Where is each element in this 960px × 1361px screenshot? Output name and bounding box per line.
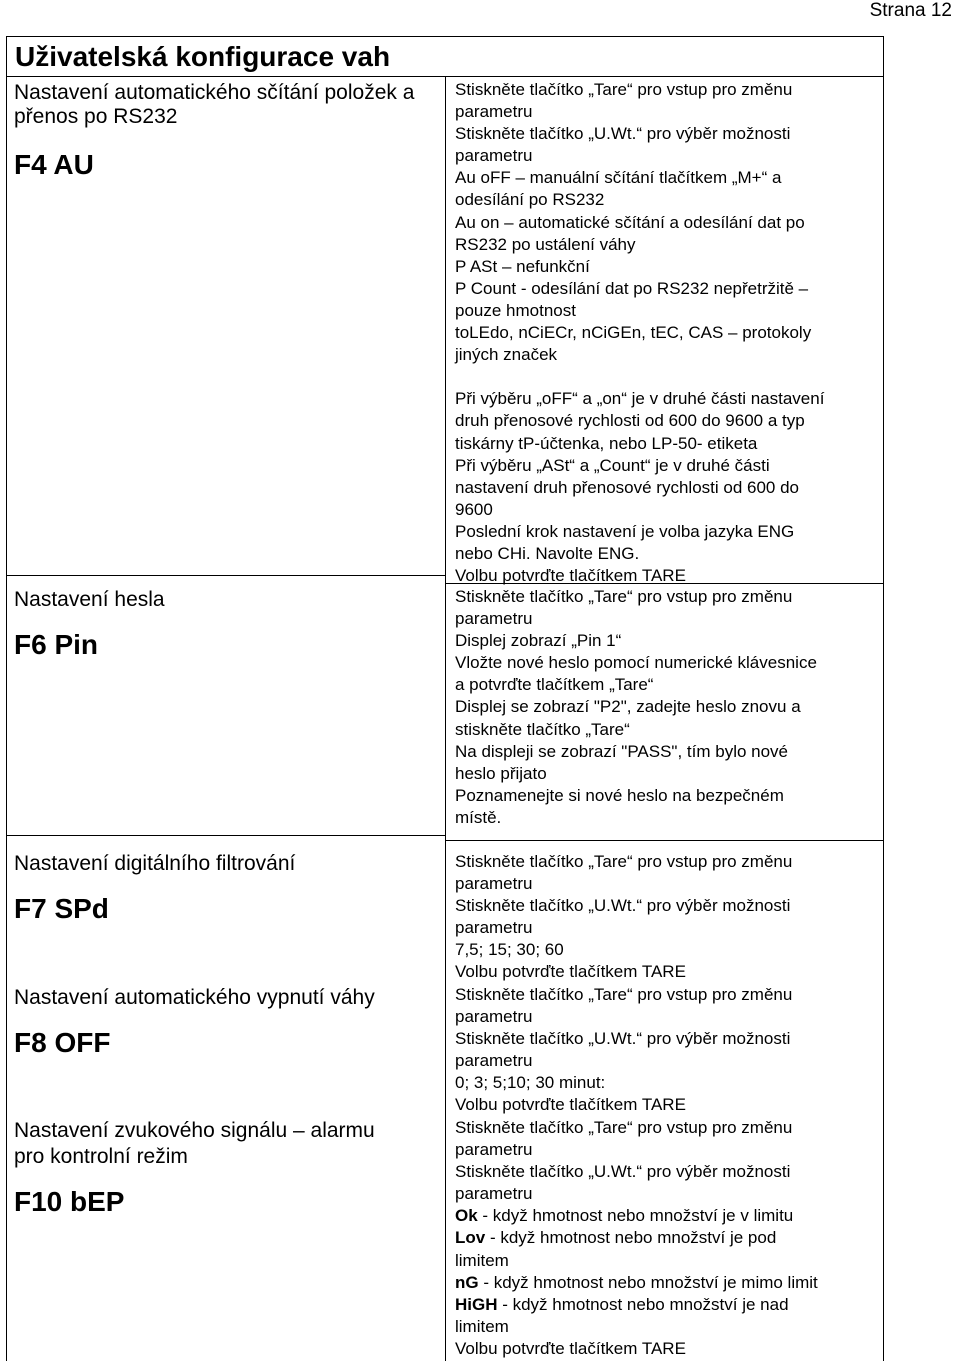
description-line: parametru bbox=[455, 146, 533, 166]
alarm-option-key: nG bbox=[455, 1272, 479, 1292]
description-line: Volbu potvrďte tlačítkem TARE bbox=[455, 566, 686, 586]
f4-description bbox=[455, 79, 880, 587]
alarm-option-line bbox=[455, 1250, 880, 1272]
f7-label: Nastavení digitálního filtrování bbox=[14, 852, 296, 875]
description-line: místě. bbox=[455, 807, 502, 827]
description-line: 0; 3; 5;10; 30 minut: bbox=[455, 1073, 606, 1093]
description-line: Stiskněte tlačítko „U.Wt.“ pro výběr možnosti bbox=[455, 1162, 791, 1182]
f6-row-divider bbox=[7, 835, 445, 836]
description-line: Volbu potvrďte tlačítkem TARE bbox=[455, 962, 686, 982]
alarm-option-line bbox=[455, 1227, 880, 1249]
f10-label-line1: Nastavení zvukového signálu – alarmu bbox=[14, 1119, 375, 1142]
description-line: Stiskněte tlačítko „U.Wt.“ pro výběr možnosti bbox=[455, 1029, 791, 1049]
description-line: toLEdo, nCiECr, nCiGEn, tEC, CAS – protokoly bbox=[455, 323, 812, 343]
description-line: Stiskněte tlačítko „Tare“ pro vstup pro změnu bbox=[455, 852, 793, 871]
f6-description bbox=[455, 586, 880, 829]
f4-row-divider bbox=[7, 575, 445, 576]
description-line: nebo CHi. Navolte ENG. bbox=[455, 543, 640, 563]
page-number: Strana 12 bbox=[869, 0, 952, 21]
description-line: odesílání po RS232 bbox=[455, 190, 605, 210]
alarm-option-key: Lov bbox=[455, 1228, 486, 1248]
f10-description bbox=[455, 1117, 880, 1360]
description-line: parametru bbox=[455, 1184, 533, 1204]
description-line: P ASt – nefunkční bbox=[455, 256, 590, 276]
description-line: Stiskněte tlačítko „U.Wt.“ pro výběr možnosti bbox=[455, 124, 791, 144]
alarm-option-text: limitem bbox=[455, 1250, 509, 1270]
description-line: Au on – automatické sčítání a odesílání dat po bbox=[455, 212, 805, 232]
f4-right-divider bbox=[445, 583, 883, 584]
alarm-option-line bbox=[455, 1272, 880, 1294]
description-line: jiných značek bbox=[455, 345, 558, 365]
description-line: a potvrďte tlačítkem „Tare“ bbox=[455, 675, 654, 695]
page-title: Uživatelská konfigurace vah bbox=[15, 41, 391, 72]
f4-label-cell bbox=[14, 81, 434, 182]
f10-code: F10 bEP bbox=[14, 1186, 125, 1217]
description-line: 9600 bbox=[455, 499, 493, 519]
description-line: Na displeji se zobrazí "PASS", tím bylo nové bbox=[455, 741, 789, 761]
alarm-option-text: - když hmotnost nebo množství je mimo limit bbox=[478, 1272, 818, 1292]
alarm-option-text: limitem bbox=[455, 1316, 509, 1336]
f4-label: Nastavení automatického sčítání položek a přenos po RS232 bbox=[14, 81, 415, 128]
f6-label: Nastavení hesla bbox=[14, 588, 165, 611]
description-line: parametru bbox=[455, 1007, 533, 1027]
description-line: heslo přijato bbox=[455, 763, 547, 783]
f6-code: F6 Pin bbox=[14, 629, 99, 660]
description-line: Poslední krok nastavení je volba jazyka ENG bbox=[455, 521, 795, 541]
alarm-option-line bbox=[455, 1316, 880, 1338]
description-line: parametru bbox=[455, 609, 533, 629]
description-line: stiskněte tlačítko „Tare“ bbox=[455, 719, 630, 739]
f7-code: F7 SPd bbox=[14, 893, 109, 924]
alarm-option-text: - když hmotnost nebo množství je nad bbox=[497, 1294, 789, 1314]
description-line: P Count - odesílání dat po RS232 nepřetržitě – bbox=[455, 278, 809, 298]
description-line: Displej se zobrazí "P2", zadejte heslo znovu a bbox=[455, 697, 801, 717]
description-line: 7,5; 15; 30; 60 bbox=[455, 940, 564, 960]
description-line: nastavení druh přenosové rychlosti od 600 do bbox=[455, 477, 800, 497]
description-line: RS232 po ustálení váhy bbox=[455, 234, 636, 254]
description-line: Při výběru „ASt“ a „Count“ je v druhé části bbox=[455, 455, 770, 475]
f10-label-cell bbox=[14, 1119, 434, 1219]
description-line: Vložte nové heslo pomocí numerické klávesnice bbox=[455, 653, 817, 673]
description-line bbox=[455, 366, 880, 388]
description-line: Volbu potvrďte tlačítkem TARE bbox=[455, 1095, 686, 1115]
f10-label-line2: pro kontrolní režim bbox=[14, 1145, 188, 1168]
alarm-option-line bbox=[455, 1205, 880, 1227]
f8-label: Nastavení automatického vypnutí váhy bbox=[14, 986, 375, 1009]
description-line: parametru bbox=[455, 1140, 533, 1160]
column-divider bbox=[445, 76, 446, 1361]
config-table bbox=[6, 36, 884, 1361]
description-line: Stiskněte tlačítko „U.Wt.“ pro výběr možnosti bbox=[455, 896, 791, 916]
description-line: Stiskněte tlačítko „Tare“ pro vstup pro změnu bbox=[455, 80, 793, 99]
alarm-option-text: - když hmotnost nebo množství je pod bbox=[485, 1228, 777, 1248]
description-line: Při výběru „oFF“ a „on“ je v druhé části nastavení bbox=[455, 389, 825, 409]
description-line: Displej zobrazí „Pin 1“ bbox=[455, 631, 622, 651]
description-line: parametru bbox=[455, 918, 533, 938]
f8-code: F8 OFF bbox=[14, 1027, 111, 1058]
f8-description bbox=[455, 984, 880, 1117]
description-line: Poznamenejte si nové heslo na bezpečném bbox=[455, 785, 784, 805]
alarm-option-key: HiGH bbox=[455, 1294, 498, 1314]
f6-right-divider bbox=[445, 840, 883, 841]
description-line: Stiskněte tlačítko „Tare“ pro vstup pro změnu bbox=[455, 1118, 793, 1137]
f7-label-cell bbox=[14, 852, 434, 926]
f6-label-cell bbox=[14, 588, 434, 662]
f8-label-cell bbox=[14, 986, 434, 1060]
description-line: Au oFF – manuální sčítání tlačítkem „M+“ a bbox=[455, 168, 782, 188]
description-line: pouze hmotnost bbox=[455, 300, 576, 320]
f7-description bbox=[455, 851, 880, 984]
description-line: parametru bbox=[455, 874, 533, 894]
description-line: Stiskněte tlačítko „Tare“ pro vstup pro změnu bbox=[455, 985, 793, 1004]
alarm-option-text: - když hmotnost nebo množství je v limitu bbox=[477, 1206, 794, 1226]
description-line: Stiskněte tlačítko „Tare“ pro vstup pro změnu bbox=[455, 587, 793, 606]
f10-confirm-line: Volbu potvrďte tlačítkem TARE bbox=[455, 1338, 686, 1358]
alarm-option-line bbox=[455, 1294, 880, 1316]
description-line: druh přenosové rychlosti od 600 do 9600 a typ bbox=[455, 411, 805, 431]
alarm-option-key: Ok bbox=[455, 1206, 478, 1226]
description-line: parametru bbox=[455, 102, 533, 122]
description-line: tiskárny tP-účtenka, nebo LP-50- etiketa bbox=[455, 433, 758, 453]
description-line: parametru bbox=[455, 1051, 533, 1071]
f4-code: F4 AU bbox=[14, 149, 94, 180]
